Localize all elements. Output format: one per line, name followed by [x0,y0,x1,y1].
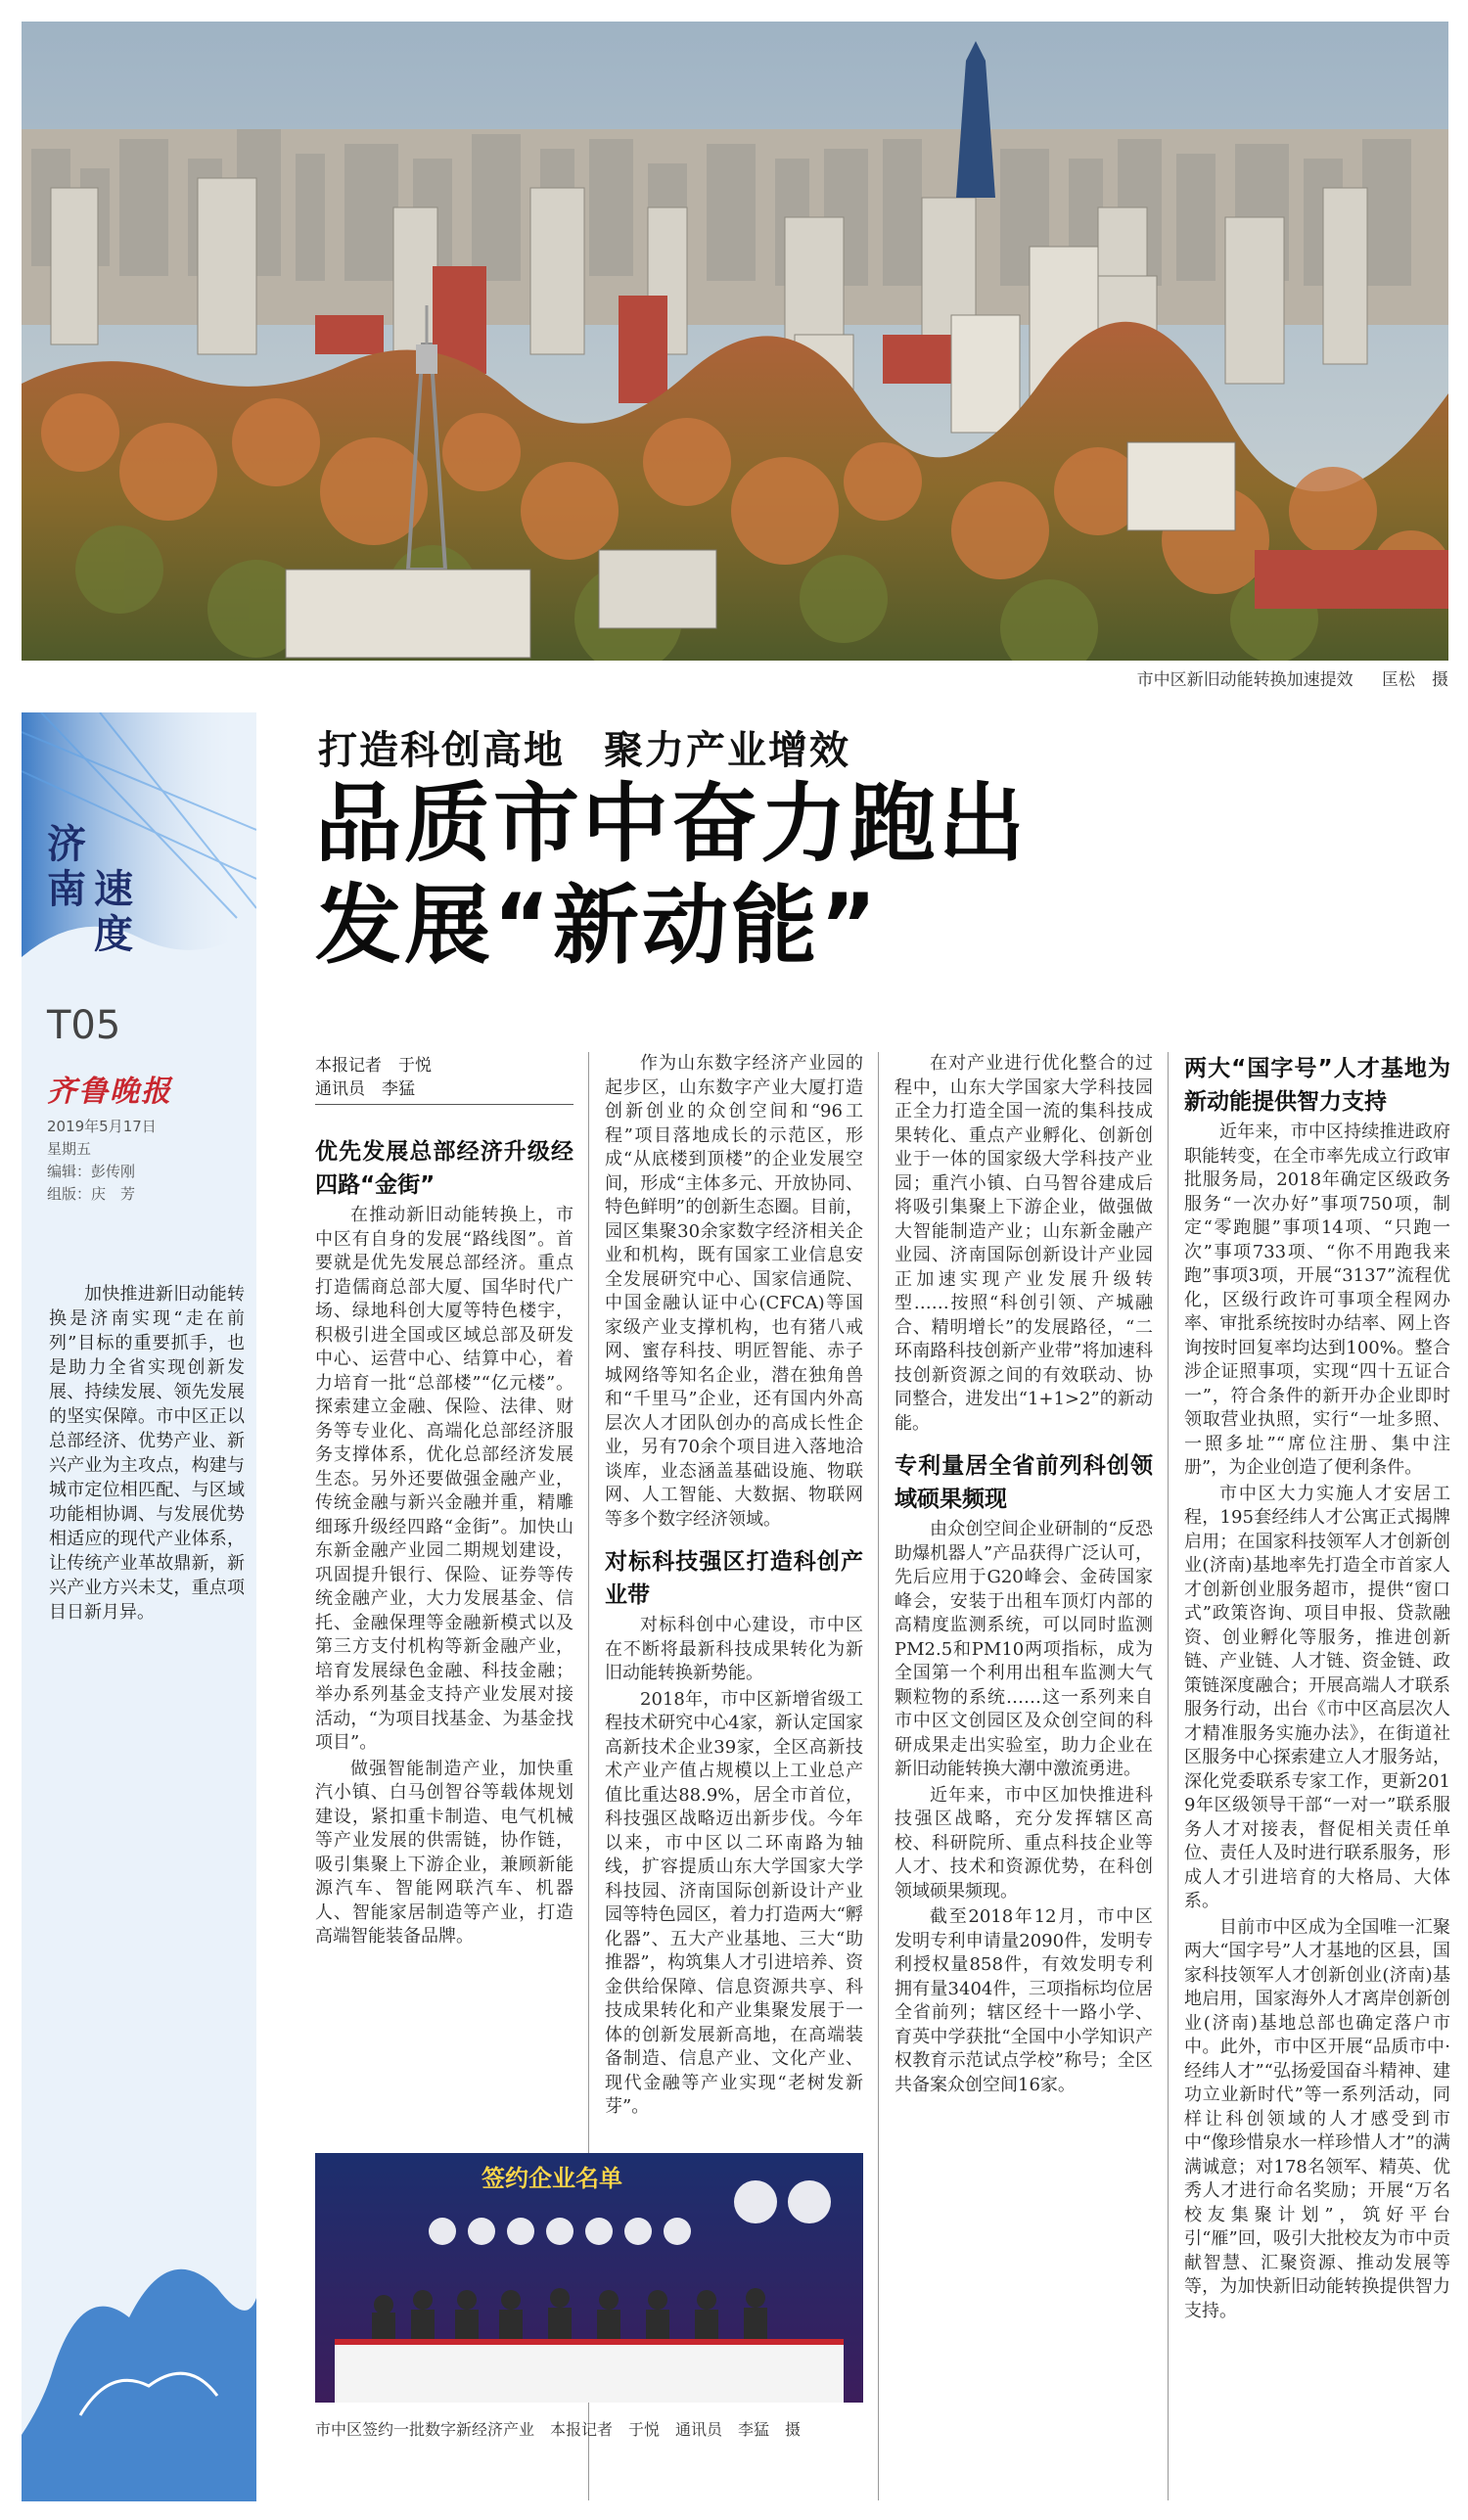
article-paragraph: 作为山东数字经济产业园的起步区，山东数字产业大厦打造创新创业的众创空间和“96工程”项目落地成长的示范区，形成“从底楼到顶楼”的企业发展空间，形成“主体多元、开放协同、特色鲜明”的创新生态圈。目前，园区集聚30余家数字经济相关企业和机构，既有国家工业信息安全发展研究中心、国家信通院、中国金融认证中心(CFCA)等国家级产业支撑机构，也有猪八戒网、蜜存科技、明匠智能、赤子城网络等知名企业，潜在独角兽和“千里马”企业，还有国内外高层次人才团队创办的高成长性企业，另有70余个项目进入落地洽谈库，业态涵盖基础设施、物联网、人工智能、大数据、物联网等多个数字经济领域。 [605,1053,863,1530]
signing-ceremony-photo [315,2153,863,2403]
article-paragraph: 近年来，市中区加快推进科技强区战略，充分发挥辖区高校、科研院所、重点科技企业等人才、技术和资源优势，在科创领域硕果频现。 [895,1784,1153,1901]
newspaper-logo: 齐鲁晚报 [47,1075,172,1109]
article-column [315,1135,573,1951]
column-divider [1168,1052,1169,2500]
article-column [1184,1052,1450,2325]
article-paragraph: 在推动新旧动能转换上，市中区有自身的发展“路线图”。首要就是优先发展总部经济。重点打造儒商总部大厦、国华时代广场、绿地科创大厦等特色楼宇，积极引进全国或区域总部及研发中心、运营中心、结算中心，着力培育一批“总部楼”“亿元楼”。探索建立金融、保险、法律、财务等专业化、高端化总部经济服务支撑体系，优化总部经济发展生态。另外还要做强金融产业，传统金融与新兴金融并重，精雕细琢升级经四路“金街”。加快山东新金融产业园二期规划建设，巩固提升银行、保险、证券等传统金融产业，大力发展基金、信托、金融保理等金融新模式以及第三方支付机构等新金融产业，培育发展绿色金融、科技金融；举办系列基金支持产业发展对接活动，“为项目找基金、为基金找项目”。 [315,1205,573,1753]
article-paragraph: 目前市中区成为全国唯一汇聚两大“国字号”人才基地的区县，国家科技领军人才创新创业(济南)基地启用，国家海外人才离岸创新创业(济南)基地总部也确定落户市中。此外，市中区开展“品质市中·经纬人才”“弘扬爱国奋斗精神、建功立业新时代”等一系列活动，同样让科创领域的人才感受到市中“像珍惜泉水一样珍惜人才”的满满诚意；对178名领军、精英、优秀人才进行命名奖励；开展“万名校友集聚计划”，筑好平台引“雁”回，吸引大批校友为市中贡献智慧、汇聚资源、推动发展等等，为加快新旧动能转换提供智力支持。 [1184,1916,1450,2321]
banner-title: 签约企业名单 [482,2165,622,2192]
article-paragraph: 2018年，市中区新增省级工程技术研究中心4家，新认定国家高新技术企业39家，全区高新技术产业产值占规模以上工业总产值比重达88.9%，居全市首位，科技强区战略迈出新步伐。今年以来，市中区以二环南路为轴线，扩容提质山东大学国家大学科技园、济南国际创新设计产业园等特色园区，着力打造两大“孵化器”、五大产业基地、三大“助推器”，构筑集人才引进培养、资金供给保障、信息资源共享、科技成果转化和产业集聚发展于一体的创新发展新高地，在高端装备制造、信息产业、文化产业、现代金融等产业实现“老树发新芽”。 [605,1688,863,2117]
article-column [605,1052,863,2122]
page-title [315,773,1196,977]
column-title-char: 度 [94,912,133,957]
section-heading: 对标科技强区打造科创产业带 [605,1549,863,1608]
byline-reporter: 本报记者 于悦 [315,1056,432,1076]
article-paragraph: 在对产业进行优化整合的过程中，山东大学国家大学科技园正全力打造全国一流的集科技成果转化、重点产业孵化、创新创业于一体的国家级大学科技产业园；重汽小镇、白马智谷建成后将吸引集聚上下游企业，做强做大智能制造产业；山东新金融产业园、济南国际创新设计产业园正加速实现产业发展升级转型……按照“科创引领、产城融合、精明增长”的发展路径，“二环南路科技创新产业带”将加速科技创新资源之间的有效联动、协同整合，进发出“1+1>2”的新动能。 [895,1053,1153,1434]
article-paragraph: 近年来，市中区持续推进政府职能转变，在全市率先成立行政审批服务局，2018年确定区级政务服务“一次办好”事项750项，制定“零跑腿”事项14项、“只跑一次”事项733项、“你不用跑我来跑”事项3项，开展“3137”流程优化，区级行政许可事项全程网办率、审批系统按时办结率、网上咨询按时回复率均达到100%。整合涉企证照事项，实现“四十五证合一”，符合条件的新开办企业即时领取营业执照，实行“一址多照、一照多址”“席位注册、集中注册”，为企业创造了便利条件。 [1184,1122,1450,1478]
city-skyline-photo [22,22,1448,661]
article-paragraph: 市中区大力实施人才安居工程，195套经纬人才公寓正式揭牌启用；在国家科技领军人才创新创业(济南)基地率先打造全市首家人才创新创业服务超市，提供“窗口式”政策咨询、项目申报、贷款融资、创业孵化等服务，推进创新链、产业链、人才链、资金链、政策链深度融合；开展高端人才联系服务行动，出台《市中区高层次人才精准服务实施办法》，在街道社区服务中心探索建立人才服务站，深化党委联系专家工作，更新2019年区级领导干部“一对一”联系服务人才对接表，督促相关责任单位、责任人及时进行联系服务，形成人才引进培育的大格局、大体系。 [1184,1483,1450,1911]
byline-correspondent: 通讯员 李猛 [315,1079,415,1099]
section-heading: 两大“国字号”人才基地为新动能提供智力支持 [1184,1056,1450,1115]
column-title-char: 济 [47,822,86,867]
editor-credit: 编辑：彭传刚 [47,1163,136,1180]
headline-line: 品质市中奋力跑出 [315,773,1029,874]
page-number: T05 [47,1003,121,1048]
photo-credit: 匡松 摄 [1382,670,1448,690]
photo-caption: 市中区签约一批数字新经济产业 本报记者 于悦 通讯员 李猛 摄 [315,2420,802,2439]
kicker [318,719,890,775]
article-paragraph: 由众创空间企业研制的“反恐助爆机器人”产品获得广泛认可，先后应用于G20峰会、金砖国家峰会，安装于出租车顶灯内部的高精度监测系统，可以同时监测PM2.5和PM10两项指标，成为全国第一个利用出租车监测大气颗粒物的系统……这一系列来自市中区文创园区及众创空间的科研成果走出实验室，助力企业在新旧动能转换大潮中激流勇进。 [895,1519,1153,1779]
issue-weekday: 星期五 [47,1140,92,1158]
article-paragraph: 截至2018年12月，市中区发明专利申请量2090件，发明专利授权量858件，有效发明专利拥有量3404件，三项指标均位居全省前列；辖区经十一路小学、育英中学获批“全国中小学知识产权教育示范试点学校”称号；全区共备案众创空间16家。 [895,1906,1153,2095]
article-paragraph: 对标科创中心建设，市中区在不断将最新科技成果转化为新旧动能转换新势能。 [605,1615,863,1683]
article-paragraph: 做强智能制造产业，加快重汽小镇、白马创智谷等载体规划建设，紧扣重卡制造、电气机械等产业发展的供需链，协作链，吸引集聚上下游企业，兼顾新能源汽车、智能网联汽车、机器人、智能家居制造等产业，打造高端智能装备品牌。 [315,1758,573,1947]
kicker-part: 打造科创高地 [318,728,565,773]
issue-date: 2019年5月17日 [47,1118,157,1135]
column-title-char: 南 [47,867,86,912]
headline-line: 发展“新动能” [315,875,880,976]
column-divider [878,1052,879,2500]
column-title-char: 速 [94,867,133,912]
section-heading: 专利量居全省前列科创领域硕果频现 [895,1453,1153,1512]
article-column [895,1052,1153,2099]
photo-caption [881,665,1448,690]
layout-credit: 组版：庆 芳 [47,1185,136,1203]
kicker-part: 聚力产业增效 [604,728,850,773]
intro-blurb: 加快推进新旧动能转换是济南实现“走在前列”目标的重要抓手，也是助力全省实现创新发展、持续发展、领先发展的坚实保障。市中区正以总部经济、优势产业、新兴产业为主攻点，构建与城市定位相匹配、与区域功能相协调、与发展优势相适应的现代产业体系，让传统产业革故鼎新，新兴产业方兴未艾，重点项目日新月异。 [49,1284,245,1623]
byline [315,1054,432,1101]
section-heading: 优先发展总部经济升级经四路“金街” [315,1139,573,1198]
photo-caption-text: 市中区新旧动能转换加速提效 [1136,670,1353,690]
divider [315,1104,573,1105]
